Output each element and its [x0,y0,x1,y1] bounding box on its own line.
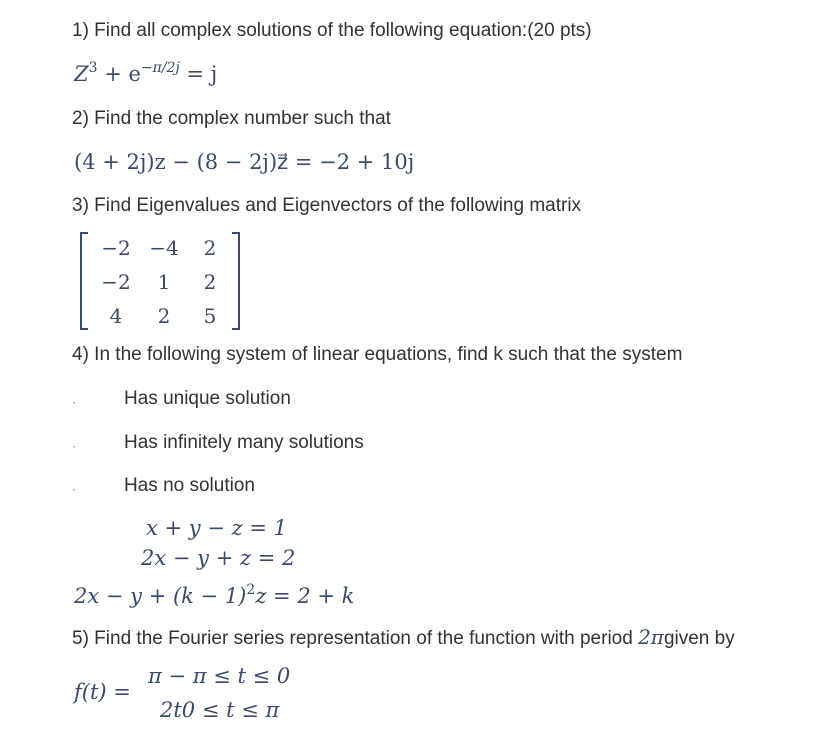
q4-eq2-text: 2x − y + z = 2 [141,546,296,570]
q1-equation [74,62,217,86]
matrix-cell: 5 [203,304,217,328]
q4-bullet-unique: Has unique solution [124,388,291,409]
q4-title: 4) In the following system of linear equations, find k such that the system [72,344,683,365]
q3-title: 3) Find Eigenvalues and Eigenvectors of the following matrix [72,195,582,216]
q4-eq2 [141,546,295,570]
matrix-left-bracket [80,232,88,330]
q3-matrix [80,228,242,330]
q1-title: 1) Find all complex solutions of the following equation:(20 pts) [72,20,592,41]
q5-fn-label-text: f(t) = [74,680,131,704]
matrix-cell: 2 [157,304,171,328]
matrix-cell: 4 [109,304,123,328]
q4-eq3 [74,584,354,608]
q4-bullet-none: Has no solution [124,475,255,496]
q5-case1-text: π − π ≤ t ≤ 0 [148,664,291,688]
q1-eq-rhs: = j [179,62,218,86]
q5-case2 [160,698,279,722]
q1-eq-exp2: −π/2j [140,60,180,76]
q5-title-pre: 5) Find the Fourier series representation of the function with period [72,628,639,649]
matrix-cell: 1 [157,270,171,294]
q1-eq-base: Z [74,62,89,86]
matrix-cell: 2 [203,236,217,260]
bullet-dot: · [72,395,76,409]
q1-eq-mid: + e [97,62,141,86]
matrix-cell: −2 [101,270,131,294]
matrix-right-bracket [232,232,240,330]
q5-case1 [148,664,290,688]
q5-fn-label [74,680,131,704]
q5-title-math: 2π [638,625,664,649]
q4-eq3-b: z = 2 + k [255,584,355,608]
q4-bullet-infinite: Has infinitely many solutions [124,432,364,453]
bullet-dot: · [72,482,76,496]
q4-eq3-a: 2x − y + (k − 1) [74,584,247,608]
matrix-cell: −4 [149,236,179,260]
matrix-cell: −2 [101,236,131,260]
bullet-dot: · [72,439,76,453]
q4-eq1-text: x + y − z = 1 [146,516,287,540]
matrix-cell: 2 [203,270,217,294]
q2-equation: (4 + 2j)z − (8 − 2j)z⃗ = −2 + 10j [74,150,415,174]
q1-eq-exp: 3 [88,60,98,76]
q4-eq3-exp: 2 [246,582,256,598]
q5-title [72,625,735,650]
q5-title-post: given by [663,628,735,649]
q2-title: 2) Find the complex number such that [72,108,391,129]
q4-eq1 [146,516,287,540]
q5-case2-text: 2t0 ≤ t ≤ π [160,698,280,722]
